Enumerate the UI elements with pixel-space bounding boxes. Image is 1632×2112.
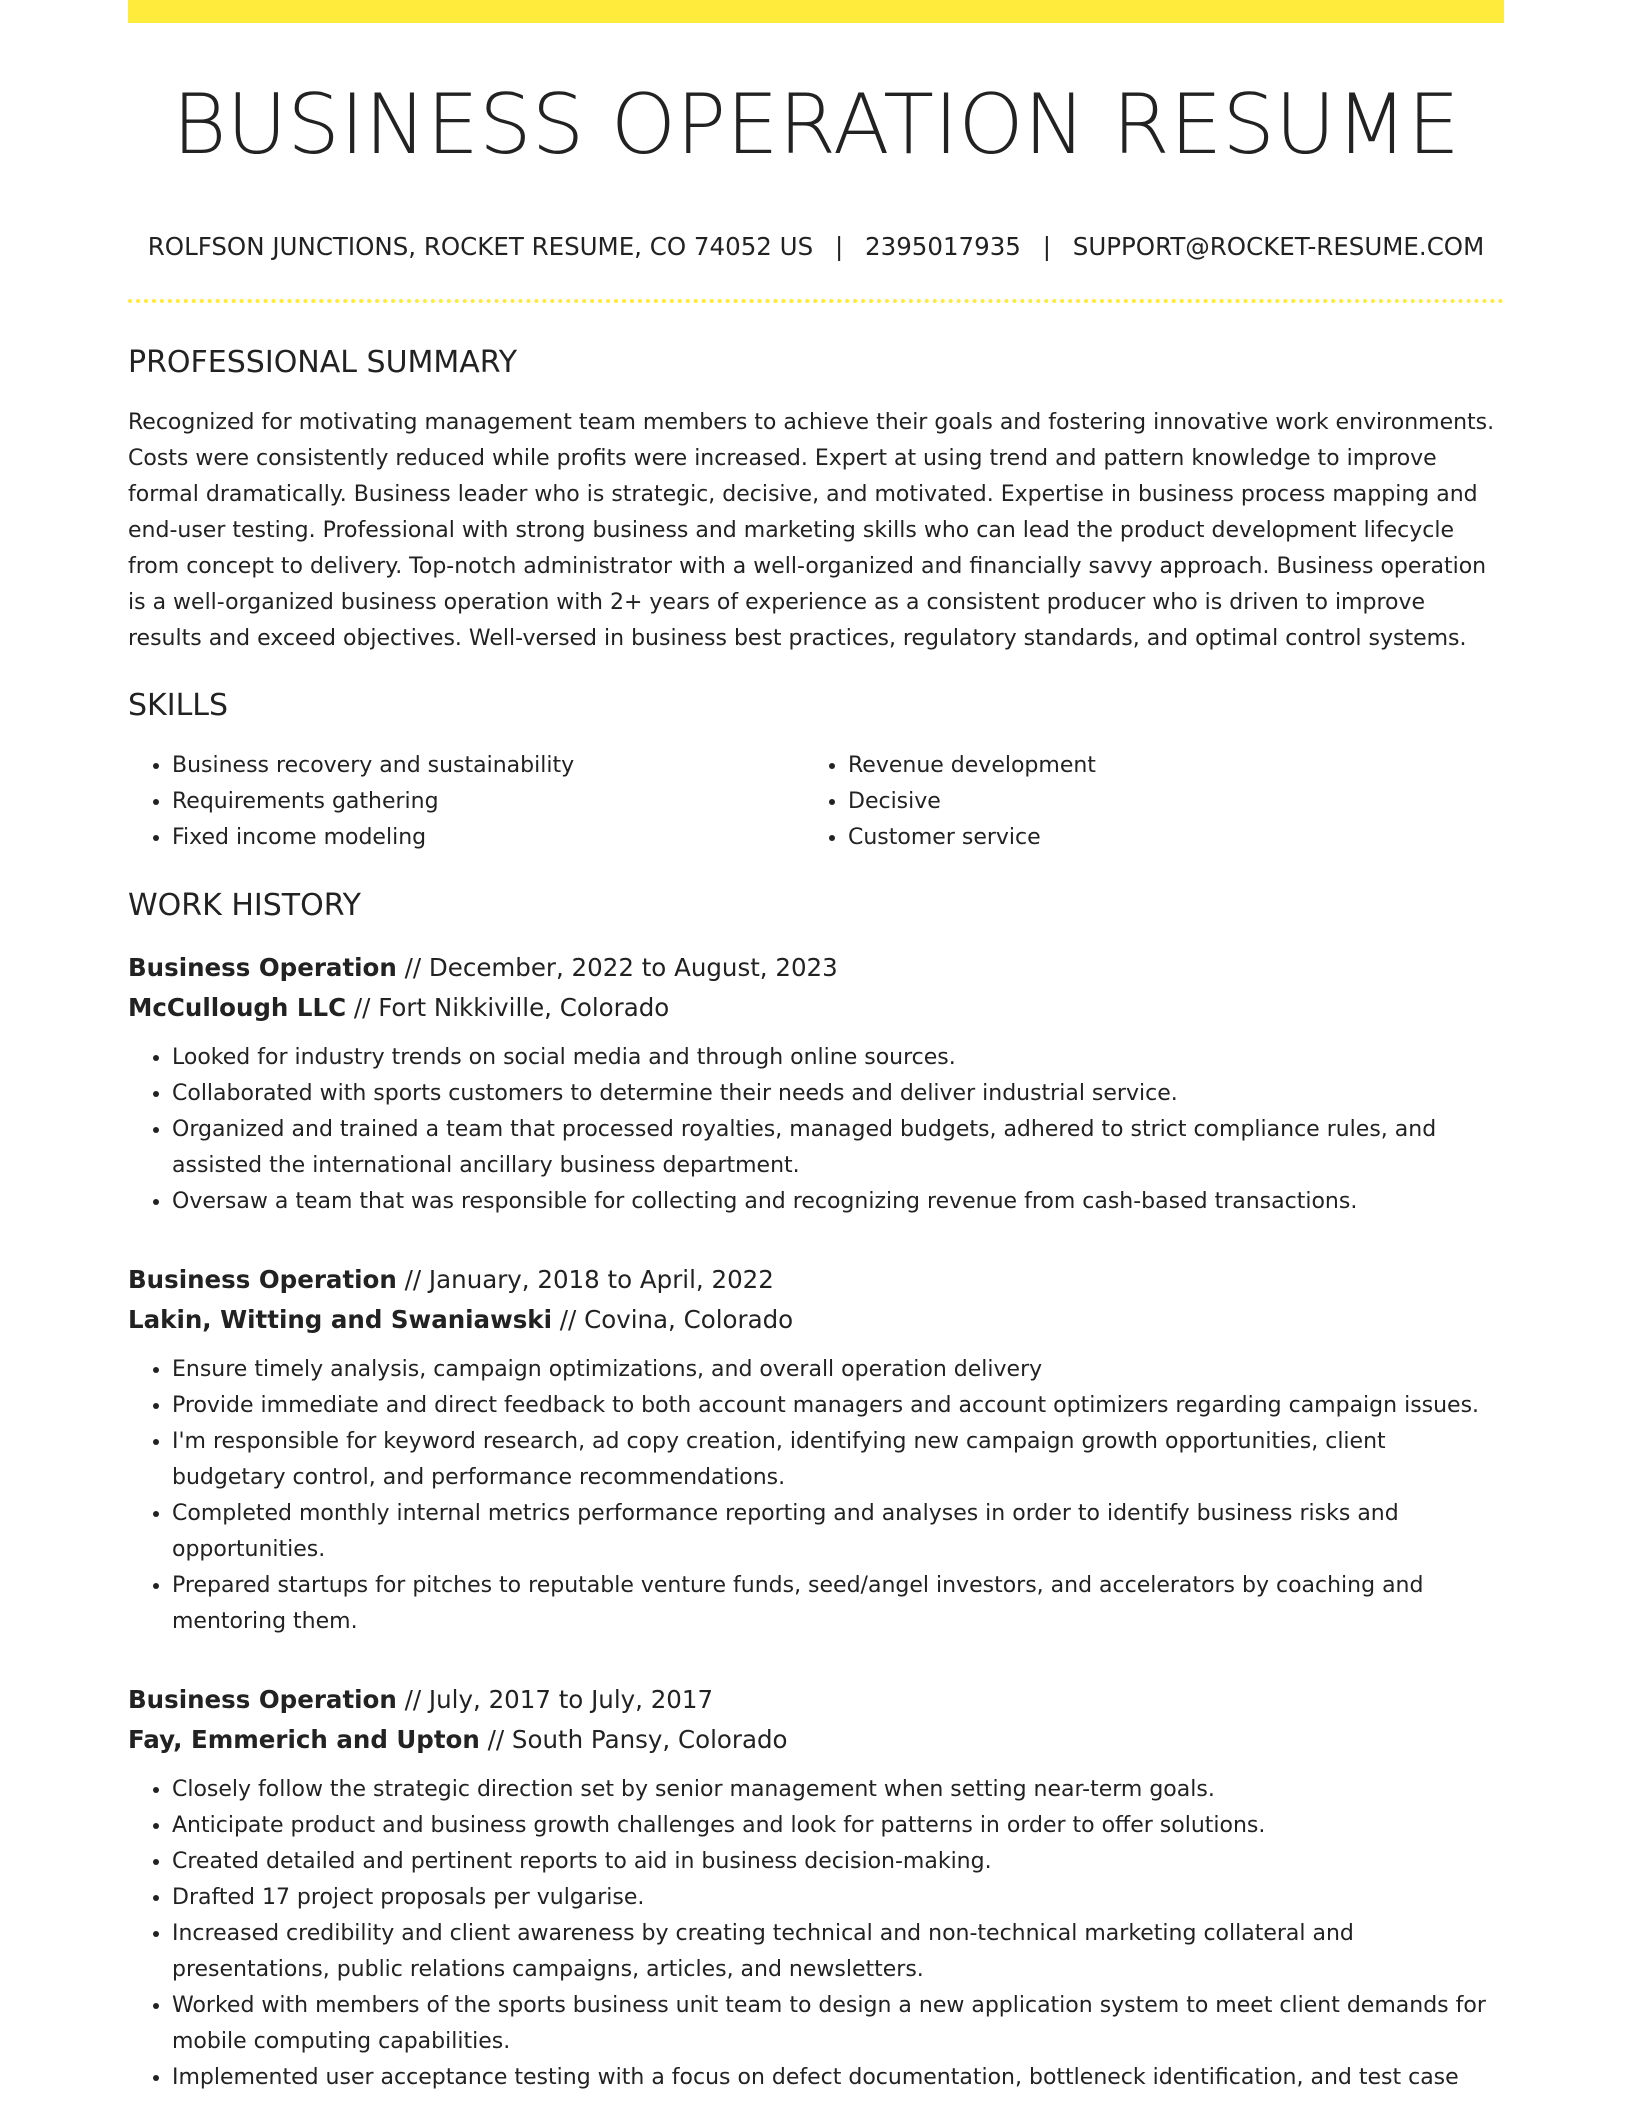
job-company: Lakin, Witting and Swaniawski bbox=[128, 1305, 553, 1334]
job-company: McCullough LLC bbox=[128, 993, 347, 1022]
job-entry bbox=[128, 1680, 1504, 2096]
contact-phone: 2395017935 bbox=[865, 232, 1021, 261]
resume-page bbox=[128, 0, 1504, 2096]
job-company-line bbox=[128, 988, 1504, 1028]
job-bullet: • Completed monthly internal metrics performance reporting and analyses in order to identify business risks and opportunities. bbox=[172, 1496, 1504, 1568]
job-dates: // January, 2018 to April, 2022 bbox=[396, 1265, 774, 1294]
contact-separator: | bbox=[1042, 232, 1051, 261]
job-bullet: • Anticipate product and business growth challenges and look for patterns in order to offer solutions. bbox=[172, 1808, 1504, 1844]
job-bullet: • Provide immediate and direct feedback to both account managers and account optimizers regarding campaign issues. bbox=[172, 1388, 1504, 1424]
skills-list-left bbox=[128, 748, 804, 856]
job-entry bbox=[128, 1260, 1504, 1640]
skills-list-right bbox=[804, 748, 1480, 856]
skill-item: • Requirements gathering bbox=[172, 784, 804, 820]
job-bullets bbox=[128, 1040, 1504, 1220]
summary-text: Recognized for motivating management team members to achieve their goals and fostering innovative work environments. Costs were consistently reduced while profits were increased. Expert at using trend and pattern knowledge to improve formal dramatically. Business leader who is strategic, decisive, and motivated. Expertise in business process mapping and end-user testing. Professional with strong business and marketing skills who can lead the product development lifecycle from concept to delivery. Top-notch administrator with a well-organized and financially savvy approach. Business operation is a well-organized business operation with 2+ years of experience as a consistent producer who is driven to improve results and exceed objectives. Well-versed in business best practices, regulatory standards, and optimal control systems. bbox=[128, 410, 1495, 651]
job-bullet: • Implemented user acceptance testing with a focus on defect documentation, bottleneck identification, and test case bbox=[172, 2060, 1504, 2096]
job-dates: // December, 2022 to August, 2023 bbox=[396, 953, 838, 982]
job-company: Fay, Emmerich and Upton bbox=[128, 1725, 480, 1754]
summary-heading: PROFESSIONAL SUMMARY bbox=[128, 345, 518, 380]
contact-line bbox=[128, 232, 1504, 261]
job-location: // Covina, Colorado bbox=[552, 1305, 794, 1334]
job-bullets bbox=[128, 1772, 1504, 2096]
job-location: // Fort Nikkiville, Colorado bbox=[346, 993, 670, 1022]
skill-item: • Fixed income modeling bbox=[172, 820, 804, 856]
skills-grid bbox=[128, 748, 1504, 856]
job-bullet: • Prepared startups for pitches to reputable venture funds, seed/angel investors, and accelerators by coaching and mentoring them. bbox=[172, 1568, 1504, 1640]
job-bullets bbox=[128, 1352, 1504, 1640]
job-bullet: • Collaborated with sports customers to determine their needs and deliver industrial service. bbox=[172, 1076, 1504, 1112]
job-bullet: • Ensure timely analysis, campaign optimizations, and overall operation delivery bbox=[172, 1352, 1504, 1388]
job-title-line bbox=[128, 1260, 1504, 1300]
job-dates: // July, 2017 to July, 2017 bbox=[396, 1685, 714, 1714]
job-title: Business Operation bbox=[128, 1265, 397, 1294]
work-history-heading: WORK HISTORY bbox=[128, 888, 361, 923]
job-company-line bbox=[128, 1720, 1504, 1760]
job-bullet: • Oversaw a team that was responsible for collecting and recognizing revenue from cash-based transactions. bbox=[172, 1184, 1504, 1220]
job-title-line bbox=[128, 948, 1504, 988]
skill-item: • Business recovery and sustainability bbox=[172, 748, 804, 784]
job-title: Business Operation bbox=[128, 953, 397, 982]
skills-heading: SKILLS bbox=[128, 688, 229, 723]
contact-email: SUPPORT@ROCKET-RESUME.COM bbox=[1072, 232, 1485, 261]
job-bullet: • Organized and trained a team that processed royalties, managed budgets, adhered to strict compliance rules, and assisted the international ancillary business department. bbox=[172, 1112, 1504, 1184]
contact-separator: | bbox=[834, 232, 844, 261]
job-title-line bbox=[128, 1680, 1504, 1720]
top-accent-bar bbox=[128, 0, 1504, 23]
job-bullet: • Worked with members of the sports business unit team to design a new application system to meet client demands for mobile computing capabilities. bbox=[172, 1988, 1504, 2060]
job-entry bbox=[128, 948, 1504, 1220]
job-bullet: • Created detailed and pertinent reports to aid in business decision-making. bbox=[172, 1844, 1504, 1880]
job-bullet: • I'm responsible for keyword research, ad copy creation, identifying new campaign growth opportunities, client budgetary control, and performance recommendations. bbox=[172, 1424, 1504, 1496]
dotted-divider bbox=[128, 299, 1504, 303]
job-location: // South Pansy, Colorado bbox=[479, 1725, 788, 1754]
contact-address: ROLFSON JUNCTIONS, ROCKET RESUME, CO 74052 US bbox=[147, 232, 814, 261]
job-bullet: • Looked for industry trends on social media and through online sources. bbox=[172, 1040, 1504, 1076]
skill-item: • Customer service bbox=[848, 820, 1480, 856]
job-bullet: • Increased credibility and client awareness by creating technical and non-technical marketing collateral and presentations, public relations campaigns, articles, and newsletters. bbox=[172, 1916, 1504, 1988]
job-bullet: • Closely follow the strategic direction set by senior management when setting near-term goals. bbox=[172, 1772, 1504, 1808]
skill-item: • Revenue development bbox=[848, 748, 1480, 784]
job-company-line bbox=[128, 1300, 1504, 1340]
skill-item: • Decisive bbox=[848, 784, 1480, 820]
job-title: Business Operation bbox=[128, 1685, 397, 1714]
resume-title: BUSINESS OPERATION RESUME bbox=[172, 76, 1460, 173]
job-bullet: • Drafted 17 project proposals per vulgarise. bbox=[172, 1880, 1504, 1916]
